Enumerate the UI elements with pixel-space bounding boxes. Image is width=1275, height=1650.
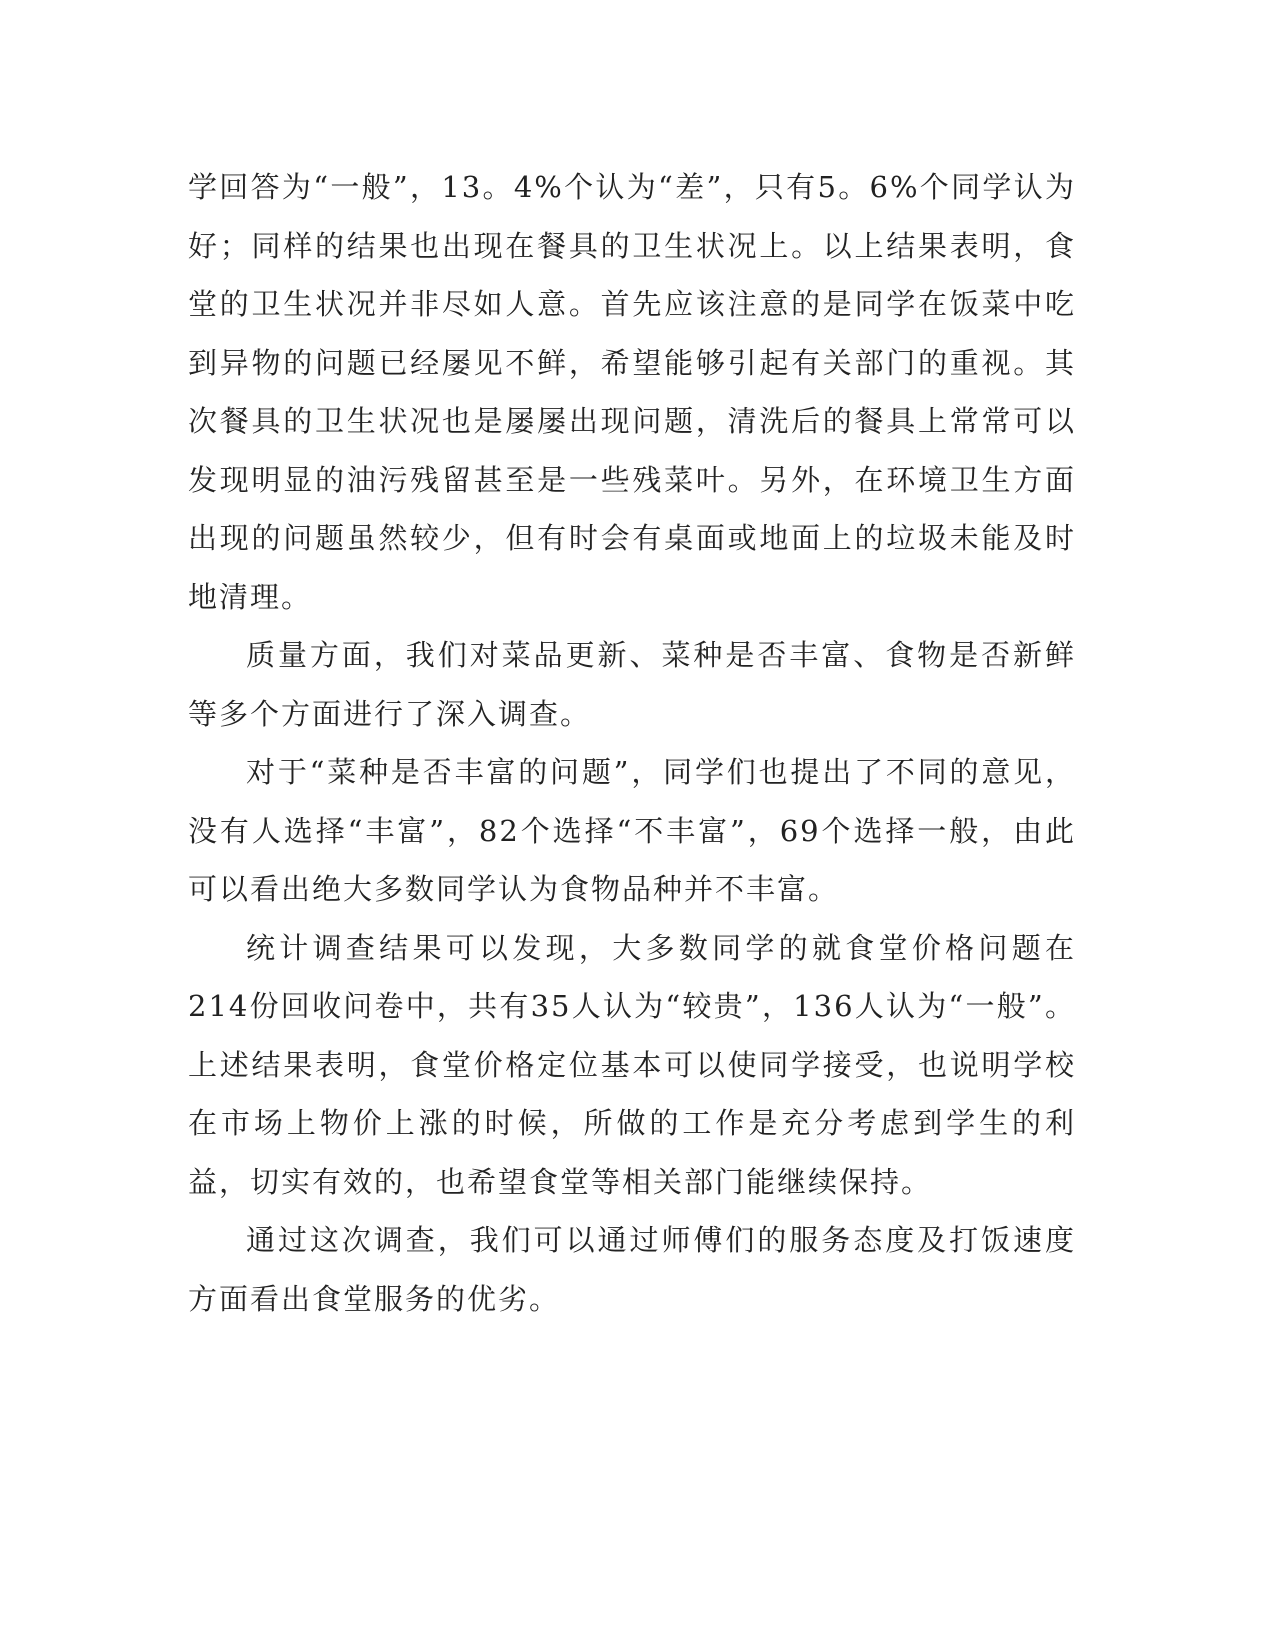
- paragraph-variety-results: 对于“菜种是否丰富的问题”，同学们也提出了不同的意见，没有人选择“丰富”，82个选择“不丰富”，69个选择一般，由此可以看出绝大多数同学认为食物品种并不丰富。: [188, 755, 1076, 906]
- paragraph-price-results: 统计调查结果可以发现，大多数同学的就食堂价格问题在214份回收问卷中，共有35人认为“较贵”，136人认为“一般”。上述结果表明，食堂价格定位基本可以使同学接受，也说明学校在市场上物价上涨的时候，所做的工作是充分考虑到学生的利益，切实有效的，也希望食堂等相关部门能继续保持。: [188, 930, 1076, 1199]
- paragraph-hygiene-results: 学回答为“一般”，13。4%个认为“差”，只有5。6%个同学认为好；同样的结果也出现在餐具的卫生状况上。以上结果表明，食堂的卫生状况并非尽如人意。首先应该注意的是同学在饭菜中吃到异物的问题已经屡见不鲜，希望能够引起有关部门的重视。其次餐具的卫生状况也是屡屡出现问题，清洗后的餐具上常常可以发现明显的油污残留甚至是一些残菜叶。另外，在环境卫生方面出现的问题虽然较少，但有时会有桌面或地面上的垃圾未能及时地清理。: [188, 170, 1076, 614]
- document-body: [188, 158, 1076, 1328]
- paragraph-service-intro: 通过这次调查，我们可以通过师傅们的服务态度及打饭速度方面看出食堂服务的优劣。: [188, 1223, 1076, 1316]
- paragraph-quality-intro: 质量方面，我们对菜品更新、菜种是否丰富、食物是否新鲜等多个方面进行了深入调查。: [188, 638, 1076, 731]
